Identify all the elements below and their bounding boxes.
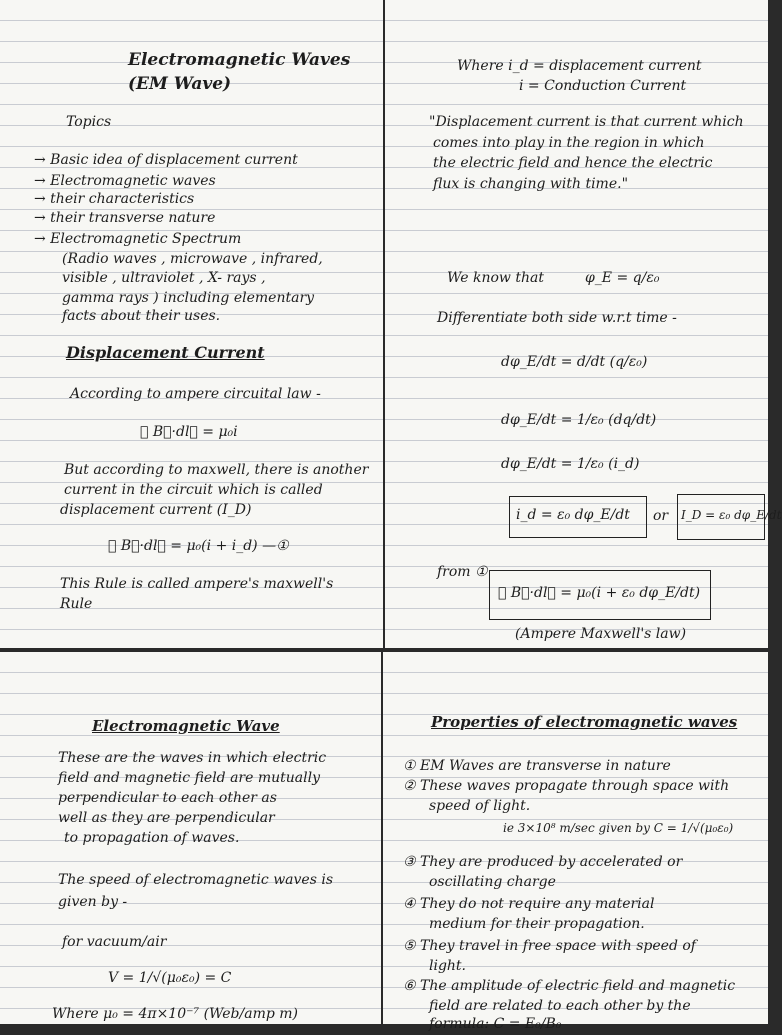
property-line: speed of light.: [429, 798, 531, 814]
quote-line: flux is changing with time.": [433, 176, 629, 192]
property-line: ④ They do not require any material: [403, 896, 655, 912]
topic-item: → Electromagnetic Spectrum: [34, 231, 242, 247]
page-subtitle: (EM Wave): [128, 74, 232, 94]
property-line: field are related to each other by the: [429, 998, 691, 1014]
from-reference: from ①: [437, 564, 488, 580]
rule-line: Rule: [60, 596, 93, 612]
topics-label: Topics: [66, 114, 112, 130]
property-line: formula: C = E₀/B₀: [429, 1016, 562, 1032]
speed-line: given by -: [58, 894, 128, 910]
topic-item: → their characteristics: [34, 191, 195, 207]
definition-line: These are the waves in which electric: [58, 750, 327, 766]
definition-line: well as they are perpendicular: [58, 810, 275, 826]
property-line: oscillating charge: [429, 874, 556, 890]
section-heading: Displacement Current: [66, 343, 265, 362]
law-label: (Ampere Maxwell's law): [515, 626, 687, 642]
boxed-equation-2: I_D = ε₀ dφ_E/dt: [677, 494, 765, 540]
derivation-equation: dφ_E/dt = 1/ε₀ (i_d): [501, 456, 640, 472]
speed-equation: V = 1/√(μ₀ε₀) = C: [108, 970, 232, 986]
property-line: ① EM Waves are transverse in nature: [403, 758, 671, 774]
topic-item: → Basic idea of displacement current: [34, 152, 298, 168]
differentiate-text: Differentiate both side w.r.t time -: [437, 310, 677, 326]
derivation-equation: dφ_E/dt = 1/ε₀ (dq/dt): [501, 412, 657, 428]
property-line: ie 3×10⁸ m/sec given by C = 1/√(μ₀ε₀): [503, 821, 734, 835]
definition-line: to propagation of waves.: [64, 830, 240, 846]
property-line: ② These waves propagate through space with: [403, 778, 730, 794]
maxwell-equation: ∮ B⃗·dl⃗ = μ₀(i + i_d) —①: [108, 538, 289, 554]
maxwell-line: displacement current (I_D): [60, 502, 252, 518]
spectrum-line: visible , ultraviolet , X- rays ,: [62, 270, 266, 286]
notebook-page-top-left: [0, 0, 383, 648]
quote-line: the electric field and hence the electric: [433, 155, 713, 171]
vacuum-text: for vacuum/air: [62, 934, 167, 950]
maxwell-line: But according to maxwell, there is another: [64, 462, 369, 478]
boxed-equation-1: i_d = ε₀ dφ_E/dt: [509, 496, 647, 538]
quote-line: "Displacement current is that current which: [429, 114, 744, 130]
topic-item: → Electromagnetic waves: [34, 173, 216, 189]
definition-line: perpendicular to each other as: [58, 790, 277, 806]
flux-equation: φ_E = q/ε₀: [585, 270, 660, 286]
derivation-equation: dφ_E/dt = d/dt (q/ε₀): [501, 354, 648, 370]
maxwell-line: current in the circuit which is called: [64, 482, 323, 498]
boxed-final-equation: ∮ B⃗·dl⃗ = μ₀(i + ε₀ dφ_E/dt): [489, 570, 711, 620]
spectrum-line: facts about their uses.: [62, 308, 221, 324]
notebook-page-bottom-right: [383, 652, 768, 1032]
section-heading: Electromagnetic Wave: [92, 717, 280, 735]
or-text: or: [653, 508, 669, 524]
ampere-equation: ∮ B⃗·dl⃗ = μ₀i: [140, 424, 238, 440]
ampere-law-text: According to ampere circuital law -: [70, 386, 321, 402]
page-title: Electromagnetic Waves: [128, 50, 351, 70]
property-line: medium for their propagation.: [429, 916, 645, 932]
where-line: i = Conduction Current: [519, 78, 687, 94]
spectrum-line: (Radio waves , microwave , infrared,: [62, 251, 323, 267]
where-line: Where i_d = displacement current: [457, 58, 702, 74]
notebook-page-top-right: [385, 0, 782, 648]
quote-line: comes into play in the region in which: [433, 135, 705, 151]
section-heading: Properties of electromagnetic waves: [431, 713, 738, 731]
topic-item: → their transverse nature: [34, 210, 216, 226]
notebook-page-bottom-left: [0, 652, 381, 1024]
rule-line: This Rule is called ampere's maxwell's: [60, 576, 334, 592]
property-line: ③ They are produced by accelerated or: [403, 854, 683, 870]
spectrum-line: gamma rays ) including elementary: [62, 290, 315, 306]
property-line: light.: [429, 958, 467, 974]
where-line: Where μ₀ = 4π×10⁻⁷ (Web/amp m): [52, 1006, 299, 1022]
we-know-text: We know that: [447, 270, 544, 286]
property-line: ⑥ The amplitude of electric field and magnetic: [403, 978, 736, 994]
definition-line: field and magnetic field are mutually: [58, 770, 321, 786]
speed-line: The speed of electromagnetic waves is: [58, 872, 334, 888]
property-line: ⑤ They travel in free space with speed of: [403, 938, 696, 954]
